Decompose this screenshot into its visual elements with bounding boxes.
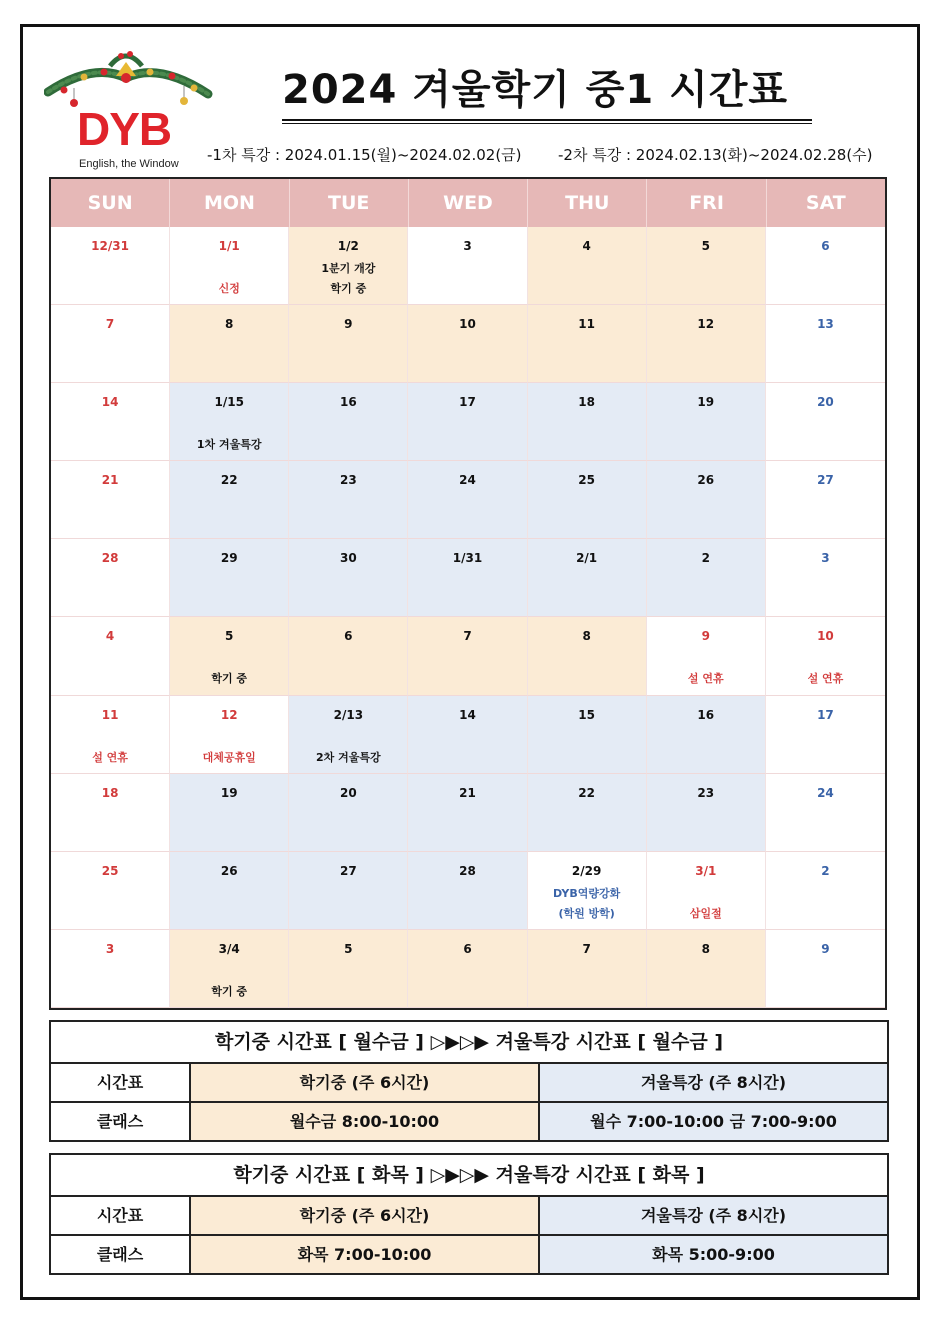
calendar-day-cell [528,774,647,852]
logo-tagline: English, the Window [79,158,179,170]
day-number: 2 [701,551,710,566]
calendar-day-cell [170,617,289,695]
schedule-header: 학기중 시간표 [ 화목 ] ▷▶▷▶ 겨울특강 시간표 [ 화목 ] [51,1155,887,1197]
weekday-wed: WED [409,179,528,227]
day-note: 1차 겨울특강 [196,438,262,452]
calendar-day-cell [647,227,766,305]
day-number: 21 [101,473,119,488]
calendar-day-cell [289,696,408,774]
calendar-day-cell [289,930,408,1008]
calendar-day-cell [647,461,766,539]
schedule-table-tt [49,1153,889,1275]
day-number: 3 [105,941,115,956]
calendar-day-cell [170,383,289,461]
day-number: 26 [697,473,715,488]
calendar-day-cell [51,617,170,695]
calendar-day-cell [647,383,766,461]
calendar-day-cell [289,227,408,305]
semester-cell: 월수금 8:00-10:00 [191,1103,540,1140]
weekday-fri: FRI [647,179,766,227]
calendar-day-cell [408,227,527,305]
day-number: 14 [101,395,119,410]
schedule-header: 학기중 시간표 [ 월수금 ] ▷▶▷▶ 겨울특강 시간표 [ 월수금 ] [51,1022,887,1064]
calendar-day-cell [289,305,408,383]
calendar-day-cell [647,617,766,695]
day-number: 1/2 [337,239,359,253]
row-label: 클래스 [51,1236,191,1273]
calendar-day-cell [170,852,289,930]
calendar-day-cell [647,930,766,1008]
day-number: 8 [225,317,234,332]
calendar-day-cell [528,227,647,305]
day-number: 8 [701,941,710,956]
day-number: 30 [340,551,357,566]
day-number: 7 [463,629,472,644]
row-label: 시간표 [51,1197,191,1234]
calendar-day-cell [766,696,885,774]
winter-cell: 겨울특강 (주 8시간) [540,1064,887,1101]
day-number: 17 [817,707,834,722]
day-number: 11 [101,707,119,722]
calendar-day-cell [408,696,527,774]
day-number: 29 [220,551,238,566]
semester-cell: 학기중 (주 6시간) [191,1197,540,1234]
schedule-row [51,1197,887,1236]
schedule-row [51,1236,887,1273]
day-number: 16 [697,707,715,722]
calendar-day-cell [528,383,647,461]
calendar-day-cell [647,774,766,852]
calendar-day-cell [289,461,408,539]
day-number: 19 [220,785,238,800]
day-note: (학원 방학) [558,906,615,920]
day-note: 설 연휴 [687,672,724,686]
day-number: 10 [817,629,834,644]
day-number: 3 [821,551,830,566]
day-note: 학기 중 [211,672,248,686]
day-note: 1분기 개강 [321,262,376,275]
calendar-day-cell [170,774,289,852]
calendar-day-cell [170,539,289,617]
calendar-day-cell [51,930,170,1008]
day-number: 2/1 [576,551,598,566]
calendar-day-cell [51,696,170,774]
special-course-1: -1차 특강 : 2024.01.15(월)~2024.02.02(금) [207,146,522,164]
day-number: 27 [340,863,357,878]
calendar-day-cell [408,617,527,695]
day-number: 22 [220,473,238,488]
day-number: 3/4 [218,941,240,956]
day-note: 신정 [218,282,240,295]
calendar-day-cell [408,852,527,930]
calendar-day-cell [289,383,408,461]
semester-cell: 화목 7:00-10:00 [191,1236,540,1273]
day-number: 2/13 [333,707,364,722]
day-number: 1/15 [214,395,244,410]
calendar-day-cell [766,617,885,695]
day-number: 23 [697,785,715,800]
calendar-day-cell [51,852,170,930]
calendar-day-cell [170,305,289,383]
day-number: 4 [582,239,591,253]
calendar-day-cell [170,930,289,1008]
day-note: DYB역량강화 [553,886,621,900]
calendar [49,177,887,1010]
day-number: 6 [463,941,472,956]
calendar-day-cell [51,461,170,539]
calendar-day-cell [647,852,766,930]
weekday-sun: SUN [51,179,170,227]
semester-cell: 학기중 (주 6시간) [191,1064,540,1101]
calendar-day-cell [51,227,170,305]
calendar-day-cell [647,305,766,383]
calendar-day-cell [766,461,885,539]
day-number: 8 [582,629,591,644]
calendar-day-cell [408,305,527,383]
day-number: 5 [344,941,353,956]
day-number: 7 [582,941,591,956]
special-course-2: -2차 특강 : 2024.02.13(화)~2024.02.28(수) [558,146,873,164]
schedule-row [51,1103,887,1140]
calendar-day-cell [289,774,408,852]
calendar-day-cell [766,774,885,852]
day-number: 15 [578,707,595,722]
calendar-day-cell [51,305,170,383]
day-number: 26 [220,863,238,878]
day-note: 학기 중 [211,984,248,998]
day-number: 1/31 [452,551,483,566]
calendar-day-cell [51,539,170,617]
calendar-day-cell [408,461,527,539]
day-note: 삼일절 [689,906,722,920]
calendar-day-cell [408,383,527,461]
winter-cell: 월수 7:00-10:00 금 7:00-9:00 [540,1103,887,1140]
day-number: 20 [340,785,357,800]
day-number: 27 [817,473,834,488]
calendar-day-cell [289,539,408,617]
day-number: 6 [821,239,830,253]
day-number: 9 [344,317,353,332]
calendar-day-cell [408,539,527,617]
calendar-day-cell [766,539,885,617]
calendar-day-cell [408,774,527,852]
calendar-day-cell [528,617,647,695]
calendar-day-cell [528,852,647,930]
day-number: 25 [101,863,119,878]
calendar-grid [51,227,885,1008]
day-note: 2차 겨울특강 [316,750,381,764]
calendar-day-cell [766,383,885,461]
calendar-day-cell [170,227,289,305]
calendar-day-cell [647,696,766,774]
day-number: 3/1 [695,863,717,878]
day-number: 3 [463,239,472,253]
day-note: 학기 중 [330,282,367,295]
day-number: 10 [459,317,476,332]
schedule-table-mwf [49,1020,889,1142]
logo-text: DYB [77,103,172,155]
calendar-day-cell [528,461,647,539]
page-title: 2024 겨울학기 중1 시간표 [282,67,789,113]
day-number: 2 [821,863,830,878]
calendar-day-cell [766,305,885,383]
weekday-thu: THU [528,179,647,227]
day-number: 16 [340,395,357,410]
day-number: 14 [459,707,476,722]
day-number: 21 [459,785,476,800]
day-number: 7 [105,317,115,332]
day-number: 28 [101,551,119,566]
day-number: 1/1 [218,239,240,253]
dyb-logo [44,44,214,174]
day-number: 2/29 [571,863,602,878]
calendar-day-cell [289,852,408,930]
calendar-day-cell [528,696,647,774]
calendar-day-cell [408,930,527,1008]
day-number: 24 [817,785,834,800]
title-underline [282,123,812,124]
day-number: 11 [578,317,595,332]
title-underline [282,119,812,121]
weekday-sat: SAT [767,179,885,227]
calendar-day-cell [528,930,647,1008]
day-number: 19 [697,395,715,410]
day-number: 22 [578,785,595,800]
calendar-day-cell [170,696,289,774]
calendar-day-cell [51,383,170,461]
calendar-day-cell [289,617,408,695]
day-number: 24 [459,473,476,488]
calendar-day-cell [647,539,766,617]
row-label: 클래스 [51,1103,191,1140]
winter-cell: 화목 5:00-9:00 [540,1236,887,1273]
calendar-day-cell [528,305,647,383]
day-number: 17 [459,395,476,410]
day-number: 9 [701,629,710,644]
day-number: 28 [459,863,476,878]
day-number: 6 [344,629,353,644]
calendar-day-cell [766,227,885,305]
calendar-header [51,179,885,227]
day-number: 13 [817,317,834,332]
day-number: 23 [340,473,357,488]
day-number: 20 [817,395,834,410]
day-number: 12 [220,707,238,722]
weekday-tue: TUE [290,179,409,227]
weekday-mon: MON [170,179,289,227]
day-note: 설 연휴 [807,672,844,686]
day-number: 12 [697,317,715,332]
day-number: 5 [225,629,234,644]
calendar-day-cell [170,461,289,539]
calendar-day-cell [766,930,885,1008]
day-number: 5 [701,239,710,253]
schedule-row [51,1064,887,1103]
day-number: 18 [101,785,119,800]
day-note: 설 연휴 [92,750,128,764]
day-note: 대체공휴일 [202,750,256,764]
day-number: 12/31 [91,239,129,253]
row-label: 시간표 [51,1064,191,1101]
calendar-day-cell [766,852,885,930]
day-number: 18 [578,395,595,410]
day-number: 9 [821,941,830,956]
calendar-day-cell [51,774,170,852]
calendar-day-cell [528,539,647,617]
winter-cell: 겨울특강 (주 8시간) [540,1197,887,1234]
day-number: 25 [578,473,595,488]
day-number: 4 [105,629,115,644]
